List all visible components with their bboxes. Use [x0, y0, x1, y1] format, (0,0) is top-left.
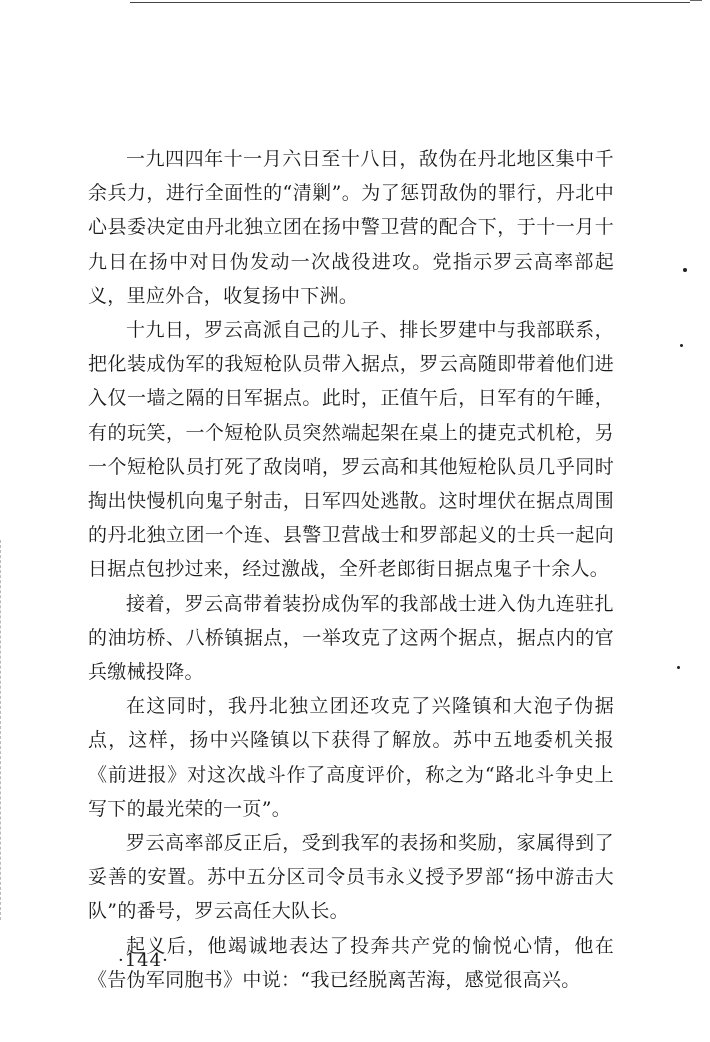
- body-text: [88, 142, 614, 997]
- paragraph: 在这同时，我丹北独立团还攻克了兴隆镇和大泡子伪据点，这样，扬中兴隆镇以下获得了解放。苏中五地委机关报《前进报》对这次战斗作了高度评价，称之为“路北斗争史上写下的最光荣的一页”。: [88, 695, 614, 820]
- paragraph: 起义后，他竭诚地表达了投奔共产党的愉悦心情，他在《告伪军同胞书》中说：“我已经脱离苦海，感觉很高兴。: [88, 934, 614, 991]
- paragraph: 十九日，罗云高派自己的儿子、排长罗建中与我部联系，把化装成伪军的我短枪队员带入据点，罗云高随即带着他们进入仅一墙之隔的日军据点。此时，正值午后，日军有的午睡，有的玩笑，一个短枪队员突然端起架在桌上的捷克式机枪，另一个短枪队员打死了敌岗哨，罗云高和其他短枪队员几乎同时掏出快慢机向鬼子射击，日军四处逃散。这时埋伏在据点周围的丹北独立团一个连、县警卫营战士和罗部起义的士兵一起向日据点包抄过来，经过激战，全歼老郎街日据点鬼子十余人。: [88, 319, 614, 581]
- scan-speck: [677, 666, 680, 669]
- corner-mark: [690, 0, 702, 9]
- top-rule: [130, 2, 690, 3]
- paragraph: 接着，罗云高带着装扮成伪军的我部战士进入伪九连驻扎的油坊桥、八桥镇据点，一举攻克了这两个据点，据点内的官兵缴械投降。: [88, 592, 614, 684]
- paragraph: 一九四四年十一月六日至十八日，敌伪在丹北地区集中千余兵力，进行全面性的“清剿”。为了惩罚敌伪的罪行，丹北中心县委决定由丹北独立团在扬中警卫营的配合下，于十一月十九日在扬中对日伪发动一次战役进攻。党指示罗云高率部起义，里应外合，收复扬中下洲。: [88, 148, 614, 307]
- paragraph: 罗云高率部反正后，受到我军的表扬和奖励，家属得到了妥善的安置。苏中五分区司令员韦永义授予罗部“扬中游击大队”的番号，罗云高任大队长。: [88, 832, 614, 923]
- page-number: ·144·: [118, 950, 169, 971]
- scan-speck: [683, 268, 687, 272]
- scan-speck: [680, 344, 683, 347]
- page-edge-shadow: [0, 540, 1, 920]
